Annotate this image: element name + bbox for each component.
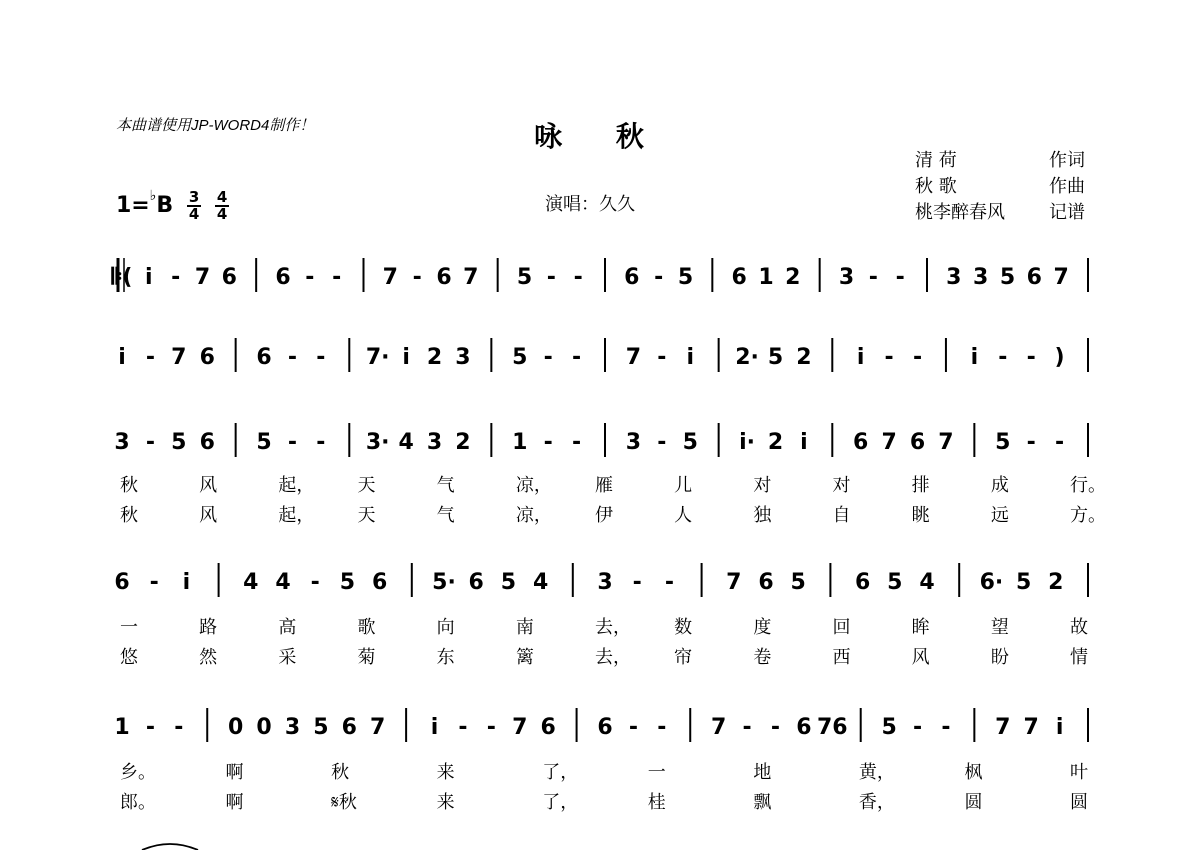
note-glyph: 3 xyxy=(946,265,962,290)
note-glyph: - xyxy=(573,265,583,290)
note-glyph: - xyxy=(941,715,951,740)
lyric-syllable: 人 xyxy=(674,505,693,526)
lyric-syllable: 秋 xyxy=(331,762,350,783)
note-glyph: 7 xyxy=(194,265,211,290)
note-glyph: - xyxy=(145,715,155,740)
note-glyph: i xyxy=(430,715,439,740)
note-glyph: - xyxy=(287,345,298,370)
note-glyph: 5 xyxy=(171,430,187,455)
system-3-notation xyxy=(0,415,1200,465)
note-glyph: - xyxy=(486,715,496,740)
note-glyph: 7 xyxy=(370,715,386,740)
note-glyph: - xyxy=(310,570,320,595)
note-glyph: 0 xyxy=(256,715,272,740)
song-title: 咏 秋 xyxy=(534,120,666,153)
lyric-syllable: 起， xyxy=(278,475,315,496)
note-glyph: 2 xyxy=(1048,570,1064,595)
note-glyph: i xyxy=(145,265,153,290)
note-glyph: 5 xyxy=(682,430,698,455)
lyric-syllable: 行。 xyxy=(1070,475,1106,496)
note-glyph: - xyxy=(654,265,664,290)
lyric-syllable: 天 xyxy=(357,475,376,496)
lyric-syllable: 啊 xyxy=(225,762,244,783)
note-glyph: - xyxy=(412,265,422,290)
lyric-syllable: 对 xyxy=(753,475,772,496)
note-glyph: - xyxy=(149,570,159,595)
note-glyph: - xyxy=(1055,430,1065,455)
singer-label: 演唱：久久 xyxy=(545,194,635,215)
note-glyph: 6 xyxy=(758,570,774,595)
note-glyph: 4 xyxy=(243,570,259,595)
score-system-3 xyxy=(0,415,1200,525)
note-glyph: 7 xyxy=(512,715,528,740)
note-glyph: - xyxy=(912,345,923,370)
lyric-syllable: 了， xyxy=(542,792,579,813)
lyric-syllable: 方。 xyxy=(1070,505,1106,526)
lyric-syllable: 回 xyxy=(832,617,851,638)
note-glyph: 6 xyxy=(436,265,452,290)
lyric-syllable: 乡。 xyxy=(120,762,156,783)
note-glyph: - xyxy=(895,265,905,290)
note-glyph: - xyxy=(543,345,553,370)
note-glyph: 3· xyxy=(365,430,390,455)
note-glyph: 6 xyxy=(114,570,130,595)
note-glyph: 5 xyxy=(881,715,897,740)
lyric-syllable: 故 xyxy=(1070,617,1088,638)
note-glyph: 3 xyxy=(114,430,130,455)
note-glyph: 3 xyxy=(625,430,642,455)
note-glyph: - xyxy=(664,570,674,595)
note-glyph: - xyxy=(332,265,342,290)
lyric-syllable: 啊 xyxy=(225,792,244,813)
note-glyph: - xyxy=(305,265,315,290)
note-glyph: i xyxy=(118,345,126,370)
note-glyph: i xyxy=(686,345,695,370)
system-5-notation xyxy=(0,700,1200,750)
note-glyph: i xyxy=(402,345,410,370)
note-glyph: 7 xyxy=(1053,265,1069,290)
note-glyph: 5 xyxy=(512,345,528,370)
lyric-syllable: 采 xyxy=(278,647,297,668)
lyric-syllable: 望 xyxy=(990,617,1009,638)
lyric-syllable: 地 xyxy=(753,762,772,783)
time-signature-4-4: $\frac{4}{4}$ xyxy=(216,188,228,223)
note-glyph: 5 xyxy=(313,715,329,740)
lyric-syllable: 帘 xyxy=(674,647,693,668)
transcriber-credit xyxy=(915,200,1085,226)
note-glyph: - xyxy=(145,430,155,455)
time-signature-3-4: $\frac{3}{4}$ xyxy=(188,188,200,223)
lyric-syllable: 卷 xyxy=(753,647,772,668)
note-glyph: 5 xyxy=(790,570,806,595)
lyric-syllable: 儿 xyxy=(674,475,693,496)
score-system-1 xyxy=(0,250,1200,300)
lyric-syllable: 悠 xyxy=(120,647,138,668)
note-glyph: - xyxy=(543,430,553,455)
note-glyph: 7 xyxy=(1023,715,1039,740)
lyric-syllable: 了， xyxy=(542,762,579,783)
note-glyph: i xyxy=(800,430,808,455)
lyric-syllable: 然 xyxy=(199,647,218,668)
score-system-5 xyxy=(0,700,1200,815)
score-system-2 xyxy=(0,330,1200,380)
lyric-syllable: 飘 xyxy=(753,792,772,813)
note-glyph: - xyxy=(287,430,298,455)
note-glyph: 2 xyxy=(767,430,784,455)
note-glyph: 6 xyxy=(854,570,871,595)
lyric-syllable: 去， xyxy=(595,617,631,638)
lyric-syllable: 来 xyxy=(436,762,455,783)
lyric-syllable: 自 xyxy=(832,505,851,526)
lyric-syllable: 一 xyxy=(647,762,666,783)
note-glyph: 4 xyxy=(398,430,414,455)
note-glyph: - xyxy=(632,570,642,595)
note-glyph: 6 xyxy=(796,715,812,740)
lyric-syllable: 眺 xyxy=(911,505,930,526)
note-glyph: 6 xyxy=(597,715,613,740)
note-glyph: - xyxy=(628,715,638,740)
note-glyph: - xyxy=(572,345,582,370)
note-glyph: 6 xyxy=(468,570,484,595)
lyric-syllable: 高 xyxy=(278,617,297,638)
note-glyph: 3 xyxy=(426,430,443,455)
note-glyph: 1 xyxy=(758,265,774,290)
note-glyph: - xyxy=(770,715,781,740)
lyric-syllable: 度 xyxy=(753,617,772,638)
note-glyph: 1 xyxy=(114,715,130,740)
note-glyph: i xyxy=(970,345,979,370)
note-glyph: - xyxy=(868,265,878,290)
note-glyph: 𝄆( xyxy=(111,265,133,290)
note-glyph: 3 xyxy=(455,345,471,370)
lyric-syllable: 凉， xyxy=(515,505,552,526)
lyricist-name: 清 荷 xyxy=(915,150,957,171)
software-credit-note: 本曲谱使用JP-WORD4制作！ xyxy=(116,117,315,134)
note-glyph: - xyxy=(145,345,155,370)
note-glyph: 5 xyxy=(1015,570,1032,595)
note-glyph: i xyxy=(856,345,865,370)
note-glyph: 5 xyxy=(887,570,903,595)
note-glyph: i· xyxy=(739,430,756,455)
note-glyph: - xyxy=(912,715,923,740)
note-glyph: 6 xyxy=(371,570,388,595)
note-glyph: 76 xyxy=(816,715,848,740)
lyric-syllable: 枫 xyxy=(964,762,983,783)
lyric-syllable: 风 xyxy=(911,647,930,668)
lyric-syllable: 远 xyxy=(990,505,1009,526)
note-glyph: 6 xyxy=(1026,265,1042,290)
note-glyph: - xyxy=(316,430,326,455)
note-glyph: 6· xyxy=(979,570,1004,595)
note-glyph: 3 xyxy=(973,265,989,290)
lyric-syllable: 情 xyxy=(1070,647,1088,668)
lyric-syllable: 黄， xyxy=(858,762,895,783)
transcriber-role: 记谱 xyxy=(1049,202,1085,223)
lyric-syllable: 叶 xyxy=(1070,762,1088,783)
lyric-syllable: 独 xyxy=(753,505,772,526)
lyric-syllable: 向 xyxy=(436,617,455,638)
composer-role: 作曲 xyxy=(1049,176,1085,197)
note-glyph: - xyxy=(657,715,667,740)
lyric-syllable: 郎。 xyxy=(120,792,156,813)
lyric-syllable: 气 xyxy=(436,505,455,526)
note-glyph: - xyxy=(998,345,1008,370)
note-glyph: 2 xyxy=(455,430,471,455)
note-glyph: 6 xyxy=(199,430,215,455)
lyric-syllable: 南 xyxy=(515,617,534,638)
lyric-syllable: 桂 xyxy=(647,792,666,813)
note-glyph: 6 xyxy=(853,430,869,455)
composer-credit xyxy=(915,174,1085,200)
lyric-syllable: 圆 xyxy=(1070,792,1088,813)
lyric-syllable: 成 xyxy=(990,475,1009,496)
lyric-syllable: 一 xyxy=(120,617,138,638)
note-glyph: - xyxy=(546,265,556,290)
lyric-syllable: 东 xyxy=(436,647,455,668)
note-glyph: 6 xyxy=(199,345,215,370)
note-glyph: - xyxy=(458,715,468,740)
note-glyph: - xyxy=(657,430,667,455)
lyric-syllable: 风 xyxy=(199,475,218,496)
note-glyph: i xyxy=(1055,715,1064,740)
note-glyph: 7 xyxy=(938,430,954,455)
lyric-syllable: 秋 xyxy=(120,505,138,526)
key-note: B xyxy=(156,193,174,218)
note-glyph: 4 xyxy=(532,570,549,595)
lyricist-role: 作词 xyxy=(1049,150,1085,171)
note-glyph: 5 xyxy=(999,265,1016,290)
note-glyph: 2 xyxy=(426,345,443,370)
note-glyph: - xyxy=(657,345,667,370)
flat-sign: ♭ xyxy=(149,188,157,204)
note-glyph: i xyxy=(182,570,191,595)
composer-name: 秋 歌 xyxy=(915,176,957,197)
lyric-syllable: 菊 xyxy=(357,647,376,668)
note-glyph: 0 xyxy=(227,715,244,740)
lyricist-credit xyxy=(915,148,1085,174)
score-system-4 xyxy=(0,555,1200,668)
note-glyph: 7 xyxy=(171,345,187,370)
note-glyph: - xyxy=(1026,345,1036,370)
note-glyph: - xyxy=(316,345,326,370)
note-glyph: 6 xyxy=(341,715,357,740)
note-glyph: 7 xyxy=(382,265,398,290)
note-glyph: - xyxy=(174,715,184,740)
lyric-syllable: 西 xyxy=(832,647,851,668)
lyric-syllable: 风 xyxy=(199,505,218,526)
lyric-syllable: 天 xyxy=(357,505,376,526)
lyric-syllable: 路 xyxy=(199,617,218,638)
note-glyph: 6 xyxy=(275,265,291,290)
note-glyph: 4 xyxy=(919,570,935,595)
note-glyph: 7 xyxy=(625,345,642,370)
note-glyph: 7 xyxy=(463,265,479,290)
note-glyph: 6 xyxy=(909,430,926,455)
note-glyph: 5 xyxy=(256,430,272,455)
lyric-syllable: 秋 xyxy=(120,475,138,496)
lyric-syllable: 排 xyxy=(911,475,930,496)
lyric-syllable: 起， xyxy=(278,505,315,526)
note-glyph: 7 xyxy=(726,570,742,595)
note-glyph: 1 xyxy=(512,430,528,455)
note-glyph: - xyxy=(1026,430,1036,455)
note-glyph: 3 xyxy=(838,265,855,290)
note-glyph: 6 xyxy=(540,715,556,740)
lyric-syllable: 来 xyxy=(436,792,455,813)
lyric-syllable: 篱 xyxy=(515,647,534,668)
note-glyph: 5 xyxy=(995,430,1011,455)
note-glyph: 5 xyxy=(339,570,356,595)
note-glyph: 2 xyxy=(796,345,812,370)
credits-block xyxy=(915,148,1085,226)
lyric-syllable: 圆 xyxy=(964,792,983,813)
key-prefix: 1= xyxy=(116,193,150,218)
transcriber-name: 桃李醉春风 xyxy=(915,202,1005,223)
note-glyph: 2· xyxy=(735,345,759,370)
note-glyph: - xyxy=(572,430,582,455)
note-glyph: 5 xyxy=(516,265,533,290)
note-glyph: - xyxy=(742,715,752,740)
note-glyph: - xyxy=(171,265,181,290)
lyric-syllable: 去， xyxy=(595,647,631,668)
note-glyph: 6 xyxy=(731,265,747,290)
lyric-syllable: 凉， xyxy=(515,475,552,496)
key-signature xyxy=(116,190,229,222)
lyric-syllable: 雁 xyxy=(595,475,613,496)
note-glyph: 3 xyxy=(597,570,613,595)
lyric-syllable: 数 xyxy=(674,617,693,638)
note-glyph: 7 xyxy=(995,715,1011,740)
note-glyph: 5 xyxy=(767,345,784,370)
lyric-syllable: 𝄋秋 xyxy=(331,792,357,813)
note-glyph: 5 xyxy=(677,265,694,290)
note-glyph: 2 xyxy=(785,265,801,290)
lyric-syllable: 对 xyxy=(832,475,851,496)
lyric-syllable: 香， xyxy=(858,792,895,813)
system-1-notation xyxy=(0,250,1200,300)
note-glyph: 5 xyxy=(500,570,517,595)
note-glyph: 6 xyxy=(256,345,272,370)
note-glyph: 3 xyxy=(284,715,301,740)
note-glyph: 4 xyxy=(275,570,291,595)
continuation-slur xyxy=(140,838,200,850)
system-2-notation xyxy=(0,330,1200,380)
lyric-syllable: 气 xyxy=(436,475,455,496)
note-glyph: 5· xyxy=(432,570,456,595)
note-glyph: 7 xyxy=(710,715,727,740)
lyric-syllable: 歌 xyxy=(357,617,376,638)
lyric-syllable: 盼 xyxy=(990,647,1009,668)
note-glyph: 6 xyxy=(221,265,237,290)
lyric-syllable: 伊 xyxy=(595,505,613,526)
note-glyph: - xyxy=(884,345,894,370)
note-glyph: 7 xyxy=(881,430,897,455)
note-glyph: ) xyxy=(1054,345,1065,370)
lyric-syllable: 眸 xyxy=(911,617,930,638)
system-4-notation xyxy=(0,555,1200,605)
note-glyph: 6 xyxy=(624,265,640,290)
note-glyph: 7· xyxy=(365,345,390,370)
